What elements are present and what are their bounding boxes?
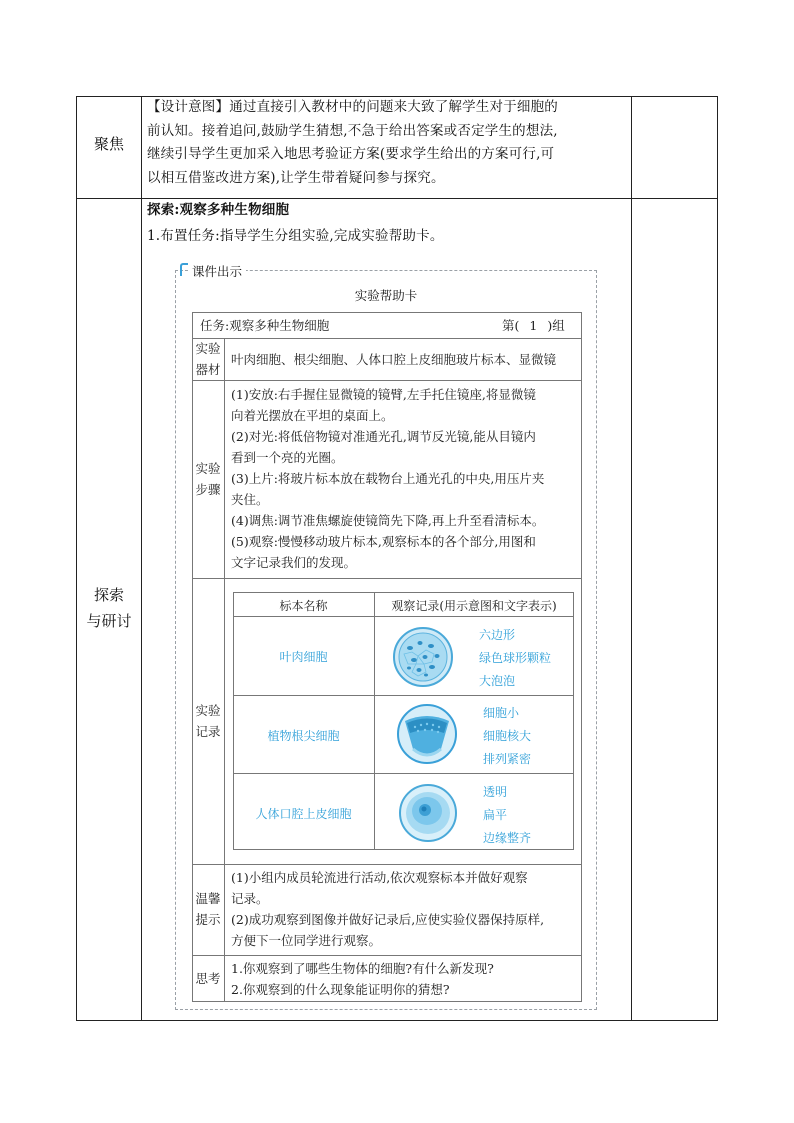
text-line: 以相互借鉴改进方案),让学生带着疑问参与探究。 [147,169,445,186]
observation-notes [483,702,531,771]
materials-text: 叶肉细胞、根尖细胞、人体口腔上皮细胞玻片标本、显微镜 [231,352,557,367]
record-header-name: 标本名称 [279,599,328,613]
step-line: (5)观察:慢慢移动玻片标本,观察标本的各个部分,用图和 [231,534,536,549]
step-line: (3)上片:将玻片标本放在载物台上通光孔的中央,用压片夹 [231,471,545,486]
think-questions [231,958,579,1000]
steps-label [192,458,224,500]
row-label-explore [77,582,141,634]
label-line: 温馨 [195,891,221,906]
group-suffix: )组 [547,318,565,333]
row-divider [192,578,582,579]
design-intent-text [147,96,633,190]
note-line: 六边形 [479,628,516,642]
note-line: 大泡泡 [479,674,516,688]
label-line: 器材 [195,362,221,377]
step-line: (2)对光:将低倍物镜对准通光孔,调节反光镜,能从目镜内 [231,429,536,444]
label-line: 探索 [93,586,124,604]
label-line: 实验 [195,461,221,476]
note-line: 透明 [483,785,508,799]
label-line: 步骤 [195,482,221,497]
group-number [502,315,565,336]
question-line: 2.你观察到的什么现象能证明你的猜想? [231,982,450,997]
step-line: (1)安放:右手握住显微镜的镜臂,左手托住镜座,将显微镜 [231,387,536,402]
note-line: 细胞小 [483,706,520,720]
tips-list [231,867,579,951]
note-line: 扁平 [483,808,508,822]
column-divider [141,97,142,1020]
group-prefix: 第( [502,318,520,333]
row-label-focus: 聚焦 [93,135,124,153]
tip-line: 方便下一位同学进行观察。 [231,933,382,948]
step-line: 文字记录我们的发现。 [231,555,357,570]
materials-label [192,338,224,380]
tips-label [192,888,224,930]
step-line: 向着光摆放在平坦的桌面上。 [231,408,394,423]
tip-line: 记录。 [231,891,269,906]
step-line: 夹住。 [231,492,269,507]
text-line: 【设计意图】通过直接引入教材中的问题来大致了解学生对于细胞的 [147,99,558,115]
row-divider [192,955,582,956]
label-line: 提示 [195,912,221,927]
text-line: 前认知。接着追问,鼓励学生猜想,不急于给出答案或否定学生的想法, [147,122,558,139]
label-line: 实验 [195,703,221,718]
note-line: 排列紧密 [483,752,532,766]
note-line: 细胞核大 [483,729,532,743]
card-title: 实验帮助卡 [354,288,418,303]
record-label [192,700,224,742]
tip-line: (2)成功观察到图像并做好记录后,应使实验仪器保持原样, [231,912,545,927]
note-line: 边缘整齐 [483,831,532,845]
row-divider [192,864,582,865]
text-line: 继续引导学生更加采入地思考验证方案(要求学生给出的方案可行,可 [147,146,555,162]
label-line: 记录 [195,724,221,739]
think-label: 思考 [195,971,221,986]
specimen-name: 人体口腔上皮细胞 [255,807,352,821]
label-line: 实验 [195,341,221,356]
task-label: 任务:观察多种生物细胞 [200,318,330,333]
group-value: 1 [529,318,538,333]
row-divider [233,695,574,696]
task-instruction: 1.布置任务:指导学生分组实验,完成实验帮助卡。 [147,228,444,244]
specimen-name: 植物根尖细胞 [267,729,340,743]
row-divider [192,380,582,381]
column-divider [224,338,225,1002]
row-divider [233,616,574,617]
specimen-name: 叶肉细胞 [279,650,328,664]
cheek-cell-sketch [397,783,459,843]
row-divider [192,338,582,339]
root-tip-cell-sketch [397,703,457,765]
step-line: 看到一个亮的光圈。 [231,450,344,465]
row-divider [233,773,574,774]
courseware-tag: 课件出示 [188,262,246,280]
column-divider [631,97,632,1020]
column-divider [374,592,375,850]
tip-line: (1)小组内成员轮流进行活动,依次观察标本并做好观察 [231,870,528,885]
observation-notes [479,624,551,693]
observation-notes [483,781,531,850]
leaf-cell-sketch [392,626,454,688]
section-heading: 探索:观察多种生物细胞 [147,202,290,218]
record-header-observation: 观察记录(用示意图和文字表示) [391,599,557,613]
step-line: (4)调焦:调节准焦螺旋使镜筒先下降,再上升至看清标本。 [231,513,545,528]
note-line: 绿色球形颗粒 [479,651,552,665]
label-line: 与研讨 [86,612,132,630]
question-line: 1.你观察到了哪些生物体的细胞?有什么新发现? [231,961,494,976]
steps-list [231,384,579,573]
